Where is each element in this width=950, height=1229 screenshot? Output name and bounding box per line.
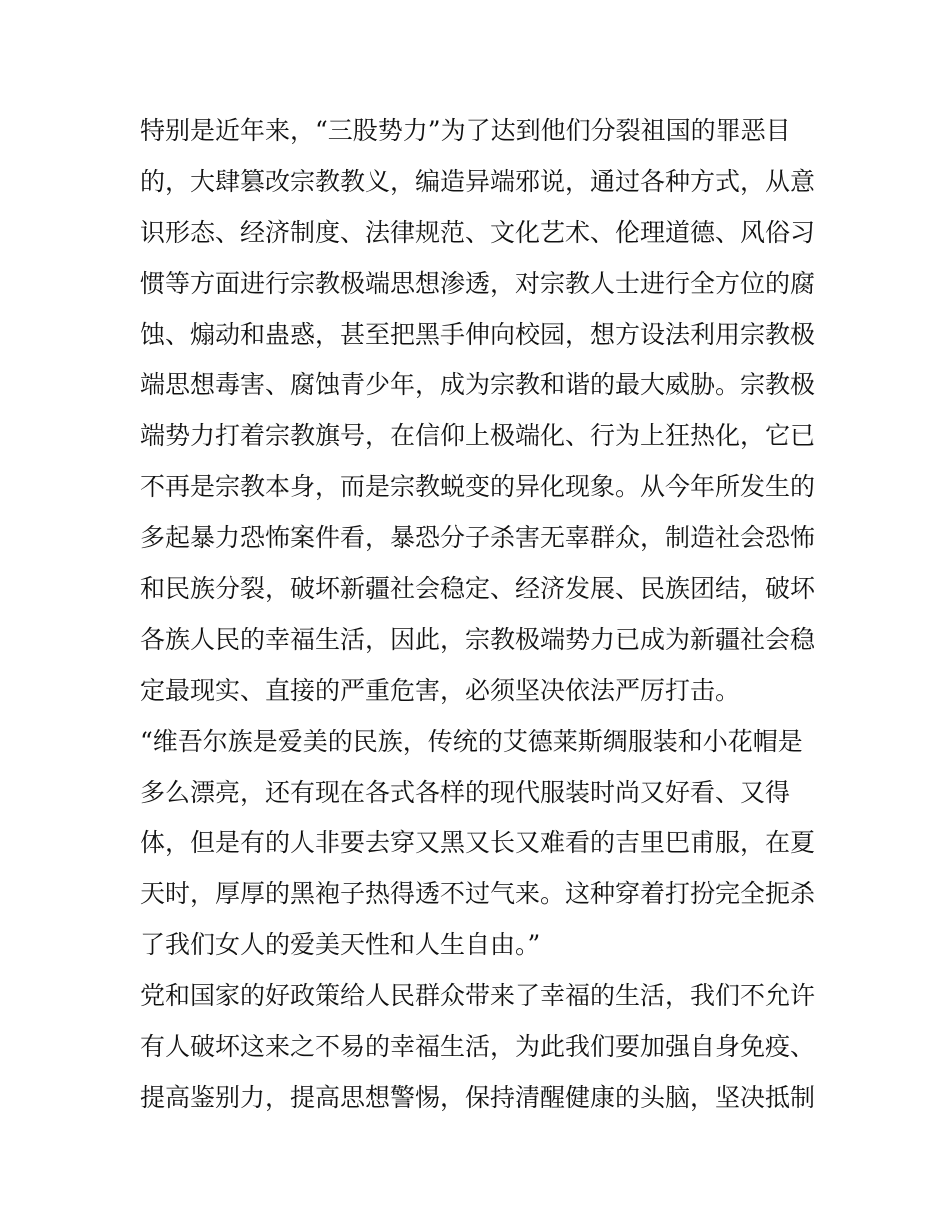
- text-line: 多么漂亮，还有现在各式各样的现代服装时尚又好看、又得: [140, 777, 791, 807]
- text-line: 天时，厚厚的黑袍子热得透不过气来。这种穿着打扮完全扼杀: [140, 879, 816, 909]
- text-line: 蚀、煽动和蛊惑，甚至把黑手伸向校园，想方设法利用宗教极: [140, 319, 816, 349]
- text-line: 端势力打着宗教旗号，在信仰上极端化、行为上狂热化，它已: [140, 421, 816, 451]
- text-line: 和民族分裂，破坏新疆社会稳定、经济发展、民族团结，破坏: [140, 574, 816, 604]
- text-line: 的，大肆篡改宗教教义，编造异端邪说，通过各种方式，从意: [140, 166, 816, 196]
- text-line: 多起暴力恐怖案件看，暴恐分子杀害无辜群众，制造社会恐怖: [140, 523, 816, 553]
- text-line: 定最现实、直接的严重危害，必须坚决依法严厉打击。: [140, 675, 741, 705]
- text-line: 了我们女人的爱美天性和人生自由。”: [140, 930, 541, 960]
- body-text: [140, 106, 820, 1124]
- text-line: “维吾尔族是爱美的民族，传统的艾德莱斯绸服装和小花帽是: [140, 726, 803, 756]
- text-line: 特别是近年来，“三股势力”为了达到他们分裂祖国的罪恶目: [140, 116, 791, 145]
- text-line: 惯等方面进行宗教极端思想渗透，对宗教人士进行全方位的腐: [140, 268, 816, 298]
- text-line: 党和国家的好政策给人民群众带来了幸福的生活，我们不允许: [140, 981, 816, 1011]
- text-line: 不再是宗教本身，而是宗教蜕变的异化现象。从今年所发生的: [140, 472, 816, 502]
- text-line: 有人破坏这来之不易的幸福生活，为此我们要加强自身免疫、: [140, 1032, 816, 1062]
- text-line: 提高鉴别力，提高思想警惕，保持清醒健康的头脑，坚决抵制: [140, 1082, 816, 1112]
- text-line: 端思想毒害、腐蚀青少年，成为宗教和谐的最大威胁。宗教极: [140, 370, 816, 400]
- text-line: 体，但是有的人非要去穿又黑又长又难看的吉里巴甫服，在夏: [140, 828, 816, 858]
- text-line: 各族人民的幸福生活，因此，宗教极端势力已成为新疆社会稳: [140, 624, 816, 654]
- text-line: 识形态、经济制度、法律规范、文化艺术、伦理道德、风俗习: [140, 217, 816, 247]
